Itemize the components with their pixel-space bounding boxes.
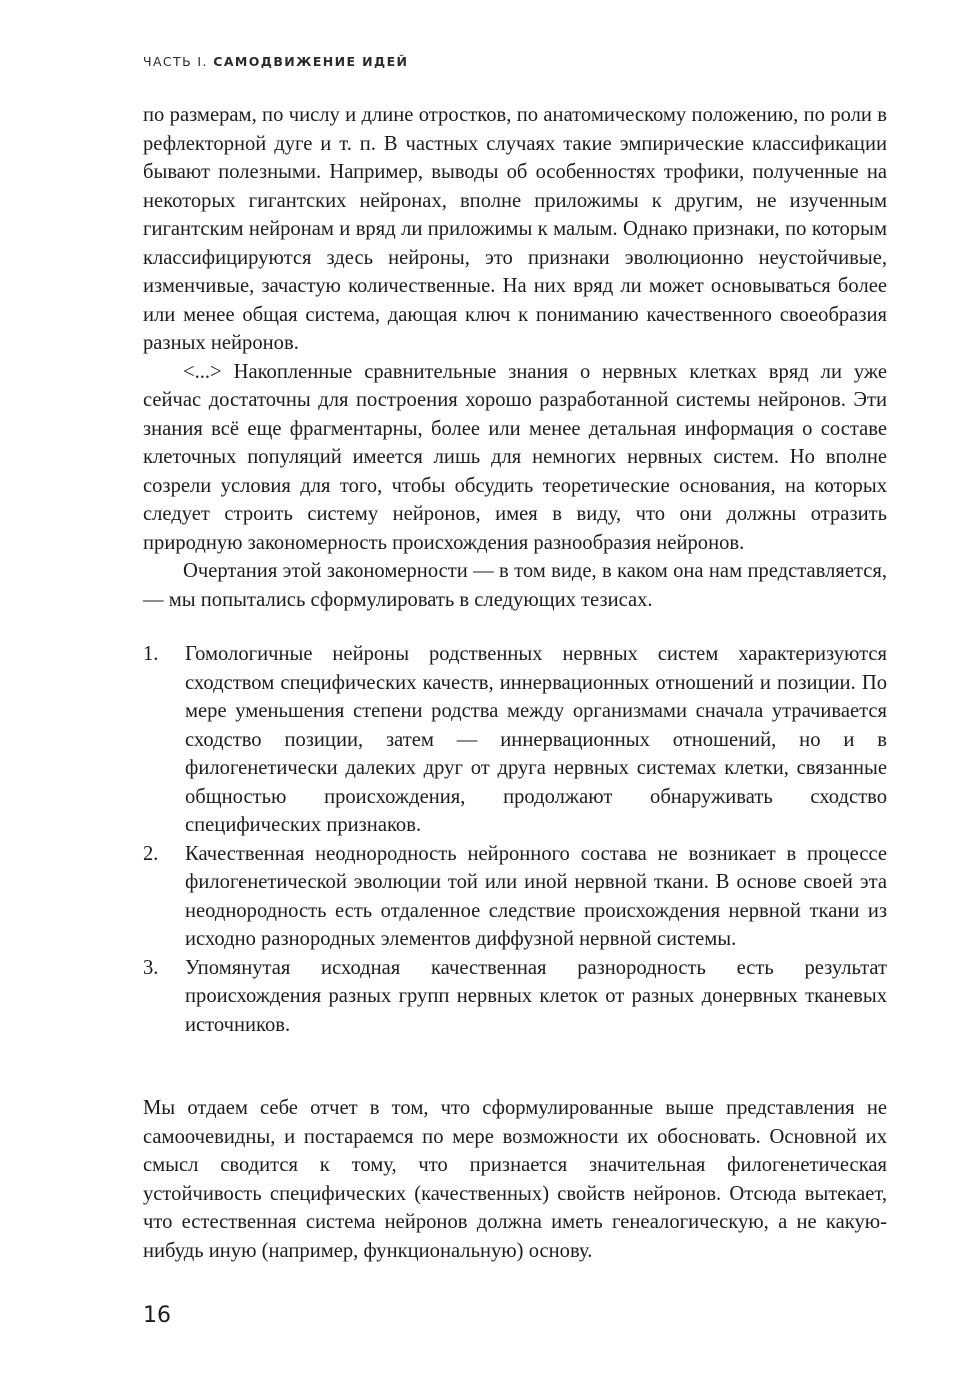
body-text-top [143, 101, 887, 614]
paragraph-continuation: по размерам, по числу и длине отростков, по анатомическому положению, по роли в рефлекторной дуге и т. п. В частных случаях такие эмпирические классификации бывают полезными. Например, выводы об особенностях трофики, полученные на некоторых гигантских нейронах, вполне приложимы к другим, не изученным гигантским нейронам и вряд ли приложимы к малым. Однако признаки, по которым классифицируются здесь нейроны, это признаки эволюционно неустойчивые, изменчивые, зачастую количественные. На них вряд ли может основываться более или менее общая система, дающая ключ к пониманию качественного своеобразия разных нейронов. [143, 104, 887, 354]
thesis-number: 3. [143, 956, 159, 979]
body-text-bottom [143, 1094, 887, 1265]
page-number: 16 [143, 1303, 171, 1328]
running-head-part: ЧАСТЬ I. [143, 54, 208, 69]
thesis-number: 1. [143, 643, 159, 665]
paragraph: Мы отдаем себе отчет в том, что сформулированные выше представления не самоочевидны, и постараемся по мере возможности их обосновать. Основной их смысл сводится к тому, что признается значительная филогенетическая устойчивость специфических (качественных) свойств нейронов. Отсюда вытекает, что естественная система нейронов должна иметь генеалогическую, а не какую-нибудь иную (например, функциональную) основу. [143, 1097, 887, 1262]
theses-list [143, 640, 887, 1039]
running-head-title: САМОДВИЖЕНИЕ ИДЕЙ [213, 54, 409, 69]
running-head [143, 54, 408, 69]
thesis-text: Упомянутая исходная качественная разнородность есть результат происхождения разных групп нервных клеток от разных донервных тканевых источников. [185, 956, 887, 1036]
thesis-text: Качественная неоднородность нейронного состава не возникает в процессе филогенетической эволюции той или иной нервной ткани. В основе своей эта неоднородность есть отдаленное следствие происхождения нервной ткани из исходно разнородных элементов диффузной нервной системы. [185, 842, 887, 950]
thesis-item [143, 954, 887, 1040]
paragraph: <...> Накопленные сравнительные знания о нервных клетках вряд ли уже сейчас достаточны для построения хорошо разработанной системы нейронов. Эти знания всё еще фрагментарны, более или менее детальная информация о составе клеточных популяций имеется лишь для немногих нервных систем. Но вполне созрели условия для того, чтобы обсудить теоретические основания, на которых следует строить систему нейронов, имея в виду, что они должны отразить природную закономерность происхождения разнообразия нейронов. [143, 360, 887, 554]
thesis-item [143, 640, 887, 840]
thesis-text: Гомологичные нейроны родственных нервных систем характеризуются сходством специфических качеств, иннервационных отношений и позиции. По мере уменьшения степени родства между организмами сначала утрачивается сходство позиции, затем — иннервационных отношений, но и в филогенетически далеких друг от друга нервных системах клетки, связанные общностью происхождения, продолжают обнаруживать сходство специфических признаков. [185, 643, 887, 836]
thesis-number: 2. [143, 842, 159, 865]
thesis-item [143, 840, 887, 954]
paragraph: Очертания этой закономерности — в том виде, в каком она нам представляется, — мы попытались сформулировать в следующих тезисах. [143, 560, 887, 611]
